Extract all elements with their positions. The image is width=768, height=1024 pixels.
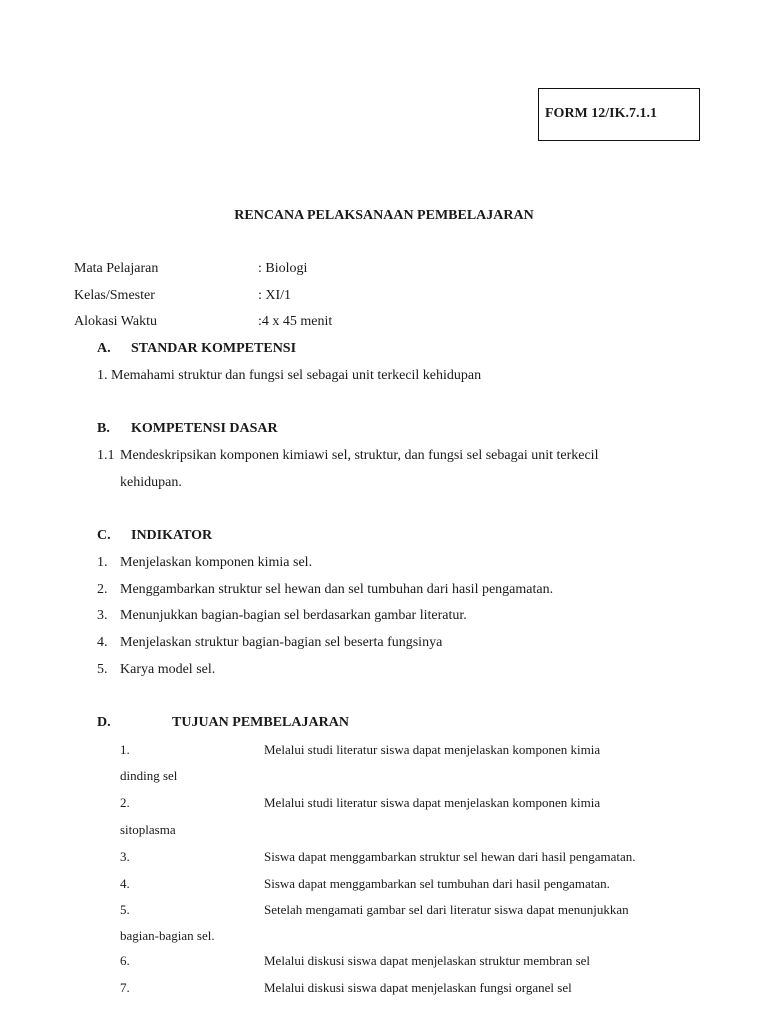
objective-text: Siswa dapat menggambarkan struktur sel hewan dari hasil pengamatan. xyxy=(264,849,636,864)
indicator-text: Menjelaskan struktur bagian-bagian sel beserta fungsinya xyxy=(120,635,443,650)
objective-text-cont: sitoplasma xyxy=(120,822,176,837)
objective-text: Setelah mengamati gambar sel dari literatur siswa dapat menunjukkan xyxy=(264,902,629,917)
section-b-text-cont: kehidupan. xyxy=(120,475,182,490)
info-label-time: Alokasi Waktu xyxy=(74,314,157,329)
section-d-letter: D. xyxy=(97,715,111,730)
objective-number: 4. xyxy=(120,876,130,891)
objective-number: 1. xyxy=(120,742,130,757)
section-a-item: 1. Memahami struktur dan fungsi sel sebagai unit terkecil kehidupan xyxy=(97,368,482,383)
info-label-class: Kelas/Smester xyxy=(74,288,155,303)
objective-text-cont: dinding sel xyxy=(120,768,178,783)
section-a-letter: A. xyxy=(97,341,111,356)
section-c-heading: INDIKATOR xyxy=(131,528,213,543)
indicator-number: 4. xyxy=(97,635,108,650)
indicator-text: Menunjukkan bagian-bagian sel berdasarkan gambar literatur. xyxy=(120,608,467,623)
indicator-text: Karya model sel. xyxy=(120,662,216,677)
objective-number: 3. xyxy=(120,849,130,864)
objective-text-cont: bagian-bagian sel. xyxy=(120,928,215,943)
section-b-heading: KOMPETENSI DASAR xyxy=(131,421,278,436)
section-b-letter: B. xyxy=(97,421,110,436)
objective-text: Melalui diskusi siswa dapat menjelaskan struktur membran sel xyxy=(264,953,591,968)
objective-text: Melalui studi literatur siswa dapat menjelaskan komponen kimia xyxy=(264,742,601,757)
objective-number: 5. xyxy=(120,902,130,917)
indicator-text: Menjelaskan komponen kimia sel. xyxy=(120,555,313,570)
section-a-heading: STANDAR KOMPETENSI xyxy=(131,341,297,356)
indicator-number: 3. xyxy=(97,608,108,623)
form-code: FORM 12/IK.7.1.1 xyxy=(545,106,657,121)
objective-number: 2. xyxy=(120,795,130,810)
section-d-heading: TUJUAN PEMBELAJARAN xyxy=(172,715,349,730)
objective-text: Siswa dapat menggambarkan sel tumbuhan dari hasil pengamatan. xyxy=(264,876,610,891)
section-b-text: Mendeskripsikan komponen kimiawi sel, struktur, dan fungsi sel sebagai unit terkecil xyxy=(120,448,599,463)
objective-number: 7. xyxy=(120,980,130,995)
section-b-number: 1.1 xyxy=(97,448,115,463)
indicator-number: 5. xyxy=(97,662,108,677)
info-value-subject: : Biologi xyxy=(258,261,308,276)
document-title: RENCANA PELAKSANAAN PEMBELAJARAN xyxy=(234,208,534,223)
info-value-time: :4 x 45 menit xyxy=(258,314,333,329)
objective-text: Melalui diskusi siswa dapat menjelaskan fungsi organel sel xyxy=(264,980,572,995)
info-label-subject: Mata Pelajaran xyxy=(74,261,159,276)
section-c-letter: C. xyxy=(97,528,111,543)
info-value-class: : XI/1 xyxy=(258,288,292,303)
objective-number: 6. xyxy=(120,953,130,968)
indicator-number: 1. xyxy=(97,555,108,570)
indicator-number: 2. xyxy=(97,582,108,597)
objective-text: Melalui studi literatur siswa dapat menjelaskan komponen kimia xyxy=(264,795,601,810)
indicator-text: Menggambarkan struktur sel hewan dan sel tumbuhan dari hasil pengamatan. xyxy=(120,582,554,597)
